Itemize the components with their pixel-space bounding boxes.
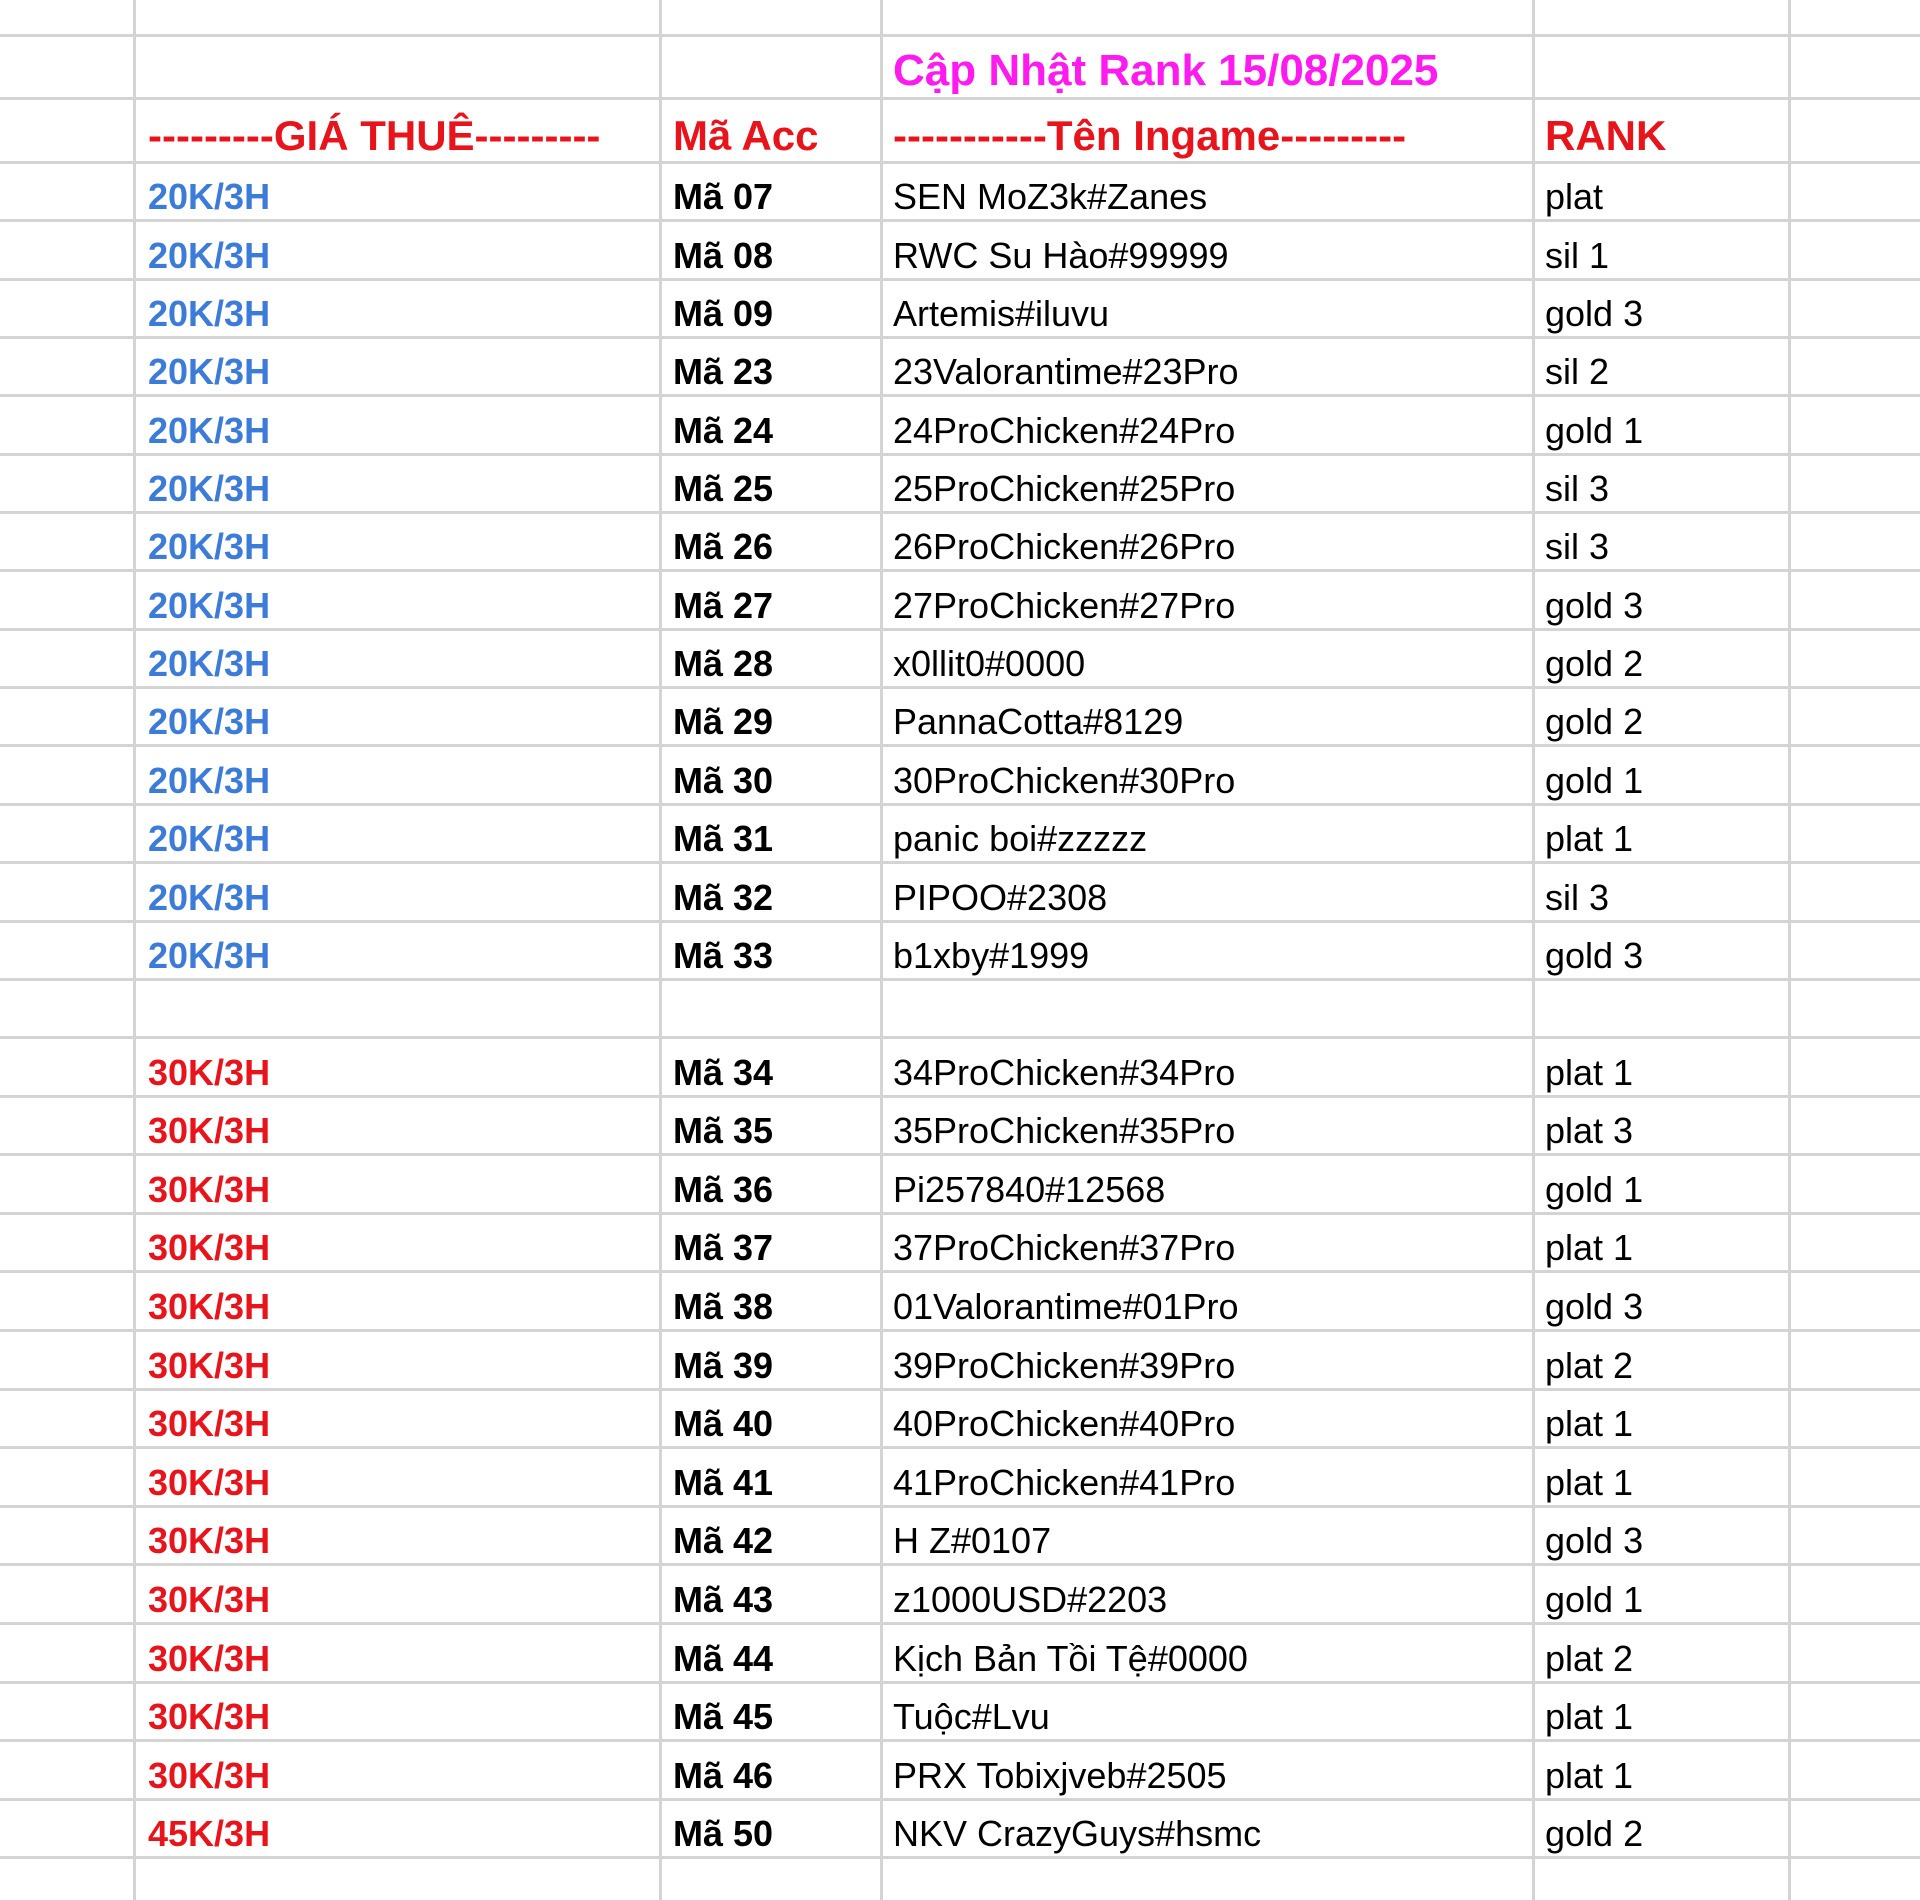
table-row [0, 631, 1920, 689]
ingame-name-cell: 41ProChicken#41Pro [893, 1461, 1236, 1503]
ingame-name-cell: PannaCotta#8129 [893, 701, 1184, 743]
ingame-name-cell: z1000USD#2203 [893, 1578, 1168, 1620]
price-cell: 30K/3H [148, 1227, 271, 1269]
ingame-name-cell: 37ProChicken#37Pro [893, 1227, 1236, 1269]
table-row [0, 456, 1920, 514]
rank-cell: plat 1 [1545, 1754, 1634, 1796]
rank-cell: sil 1 [1545, 234, 1610, 276]
price-cell: 45K/3H [148, 1813, 271, 1855]
table-row [0, 1684, 1920, 1743]
ingame-name-cell: 24ProChicken#24Pro [893, 409, 1236, 451]
ingame-name-cell: 30ProChicken#30Pro [893, 759, 1236, 801]
rank-cell: plat 1 [1545, 1051, 1634, 1093]
price-cell: 20K/3H [148, 584, 271, 626]
ingame-name-cell: Kịch Bản Tồi Tệ#0000 [893, 1637, 1248, 1679]
code-cell: Mã 30 [673, 759, 774, 801]
table-row [0, 222, 1920, 280]
code-cell: Mã 43 [673, 1578, 774, 1620]
price-cell: 20K/3H [148, 351, 271, 393]
ingame-name-cell: 34ProChicken#34Pro [893, 1051, 1236, 1093]
ingame-name-cell: SEN MoZ3k#Zanes [893, 176, 1208, 218]
rank-cell: plat [1545, 176, 1604, 218]
rank-cell: plat 1 [1545, 1403, 1634, 1445]
table-row [0, 1215, 1920, 1274]
table-row [0, 748, 1920, 806]
ingame-name-cell: Pi257840#12568 [893, 1168, 1166, 1210]
code-cell: Mã 24 [673, 409, 774, 451]
table-row [0, 164, 1920, 222]
price-cell: 20K/3H [148, 234, 271, 276]
ingame-name-cell: Artemis#iluvu [893, 293, 1110, 335]
table-row [0, 1039, 1920, 1098]
rank-cell: sil 3 [1545, 468, 1610, 510]
ingame-name-cell: 23Valorantime#23Pro [893, 351, 1239, 393]
ingame-name-cell: 40ProChicken#40Pro [893, 1403, 1236, 1445]
table-row [0, 339, 1920, 397]
rank-cell: plat 3 [1545, 1110, 1634, 1152]
table-row [0, 572, 1920, 630]
table-row [0, 1625, 1920, 1684]
ingame-name-cell: x0llit0#0000 [893, 643, 1086, 685]
price-cell: 20K/3H [148, 759, 271, 801]
rank-cell: gold 1 [1545, 409, 1644, 451]
code-cell: Mã 33 [673, 934, 774, 976]
code-cell: Mã 25 [673, 468, 774, 510]
rank-cell: gold 2 [1545, 643, 1644, 685]
header-price: ---------GIÁ THUÊ--------- [148, 112, 601, 159]
header-rank: RANK [1545, 112, 1667, 159]
table-row [0, 1156, 1920, 1215]
ingame-name-cell: NKV CrazyGuys#hsmc [893, 1813, 1262, 1855]
price-cell: 30K/3H [148, 1637, 271, 1679]
code-cell: Mã 26 [673, 526, 774, 568]
price-cell: 30K/3H [148, 1285, 271, 1327]
table-row [0, 397, 1920, 455]
header-name: -----------Tên Ingame--------- [893, 112, 1407, 159]
price-cell: 20K/3H [148, 526, 271, 568]
price-cell: 20K/3H [148, 409, 271, 451]
table-row [0, 514, 1920, 572]
code-cell: Mã 39 [673, 1344, 774, 1386]
code-cell: Mã 28 [673, 643, 774, 685]
ingame-name-cell: 26ProChicken#26Pro [893, 526, 1236, 568]
ingame-name-cell: 27ProChicken#27Pro [893, 584, 1236, 626]
code-cell: Mã 37 [673, 1227, 774, 1269]
price-cell: 30K/3H [148, 1403, 271, 1445]
rank-cell: gold 3 [1545, 584, 1644, 626]
code-cell: Mã 29 [673, 701, 774, 743]
price-cell: 20K/3H [148, 643, 271, 685]
table-row-empty [0, 0, 1920, 37]
ingame-name-cell: Tuộc#Lvu [893, 1696, 1050, 1738]
rank-cell: gold 2 [1545, 1813, 1644, 1855]
price-cell: 30K/3H [148, 1578, 271, 1620]
ingame-name-cell: 35ProChicken#35Pro [893, 1110, 1236, 1152]
header-row [0, 100, 1920, 164]
table-row [0, 689, 1920, 747]
rank-cell: sil 3 [1545, 876, 1610, 918]
price-cell: 30K/3H [148, 1110, 271, 1152]
ingame-name-cell: PIPOO#2308 [893, 876, 1108, 918]
rank-cell: plat 1 [1545, 818, 1634, 860]
update-title: Cập Nhật Rank 15/08/2025 [893, 46, 1439, 95]
table-row-empty [0, 981, 1920, 1039]
price-cell: 20K/3H [148, 468, 271, 510]
price-cell: 20K/3H [148, 934, 271, 976]
code-cell: Mã 32 [673, 876, 774, 918]
price-cell: 20K/3H [148, 176, 271, 218]
price-cell: 30K/3H [148, 1168, 271, 1210]
title-row [0, 37, 1920, 100]
rank-cell: gold 3 [1545, 1520, 1644, 1562]
ingame-name-cell: 39ProChicken#39Pro [893, 1344, 1236, 1386]
price-cell: 20K/3H [148, 701, 271, 743]
price-cell: 20K/3H [148, 818, 271, 860]
rank-cell: sil 2 [1545, 351, 1610, 393]
table-row [0, 1742, 1920, 1801]
table-row [0, 923, 1920, 981]
code-cell: Mã 08 [673, 234, 774, 276]
ingame-name-cell: RWC Su Hào#99999 [893, 234, 1229, 276]
table-row [0, 864, 1920, 922]
ingame-name-cell: b1xby#1999 [893, 934, 1090, 976]
table-row [0, 1566, 1920, 1625]
price-cell: 20K/3H [148, 293, 271, 335]
price-cell: 30K/3H [148, 1051, 271, 1093]
table-row [0, 1508, 1920, 1567]
code-cell: Mã 42 [673, 1520, 774, 1562]
rank-cell: gold 3 [1545, 293, 1644, 335]
rank-cell: gold 3 [1545, 1285, 1644, 1327]
code-cell: Mã 27 [673, 584, 774, 626]
code-cell: Mã 45 [673, 1696, 774, 1738]
rank-cell: gold 1 [1545, 759, 1644, 801]
rank-cell: plat 1 [1545, 1227, 1634, 1269]
code-cell: Mã 38 [673, 1285, 774, 1327]
table-row [0, 806, 1920, 864]
rank-cell: gold 1 [1545, 1578, 1644, 1620]
price-cell: 30K/3H [148, 1754, 271, 1796]
code-cell: Mã 44 [673, 1637, 774, 1679]
table-row [0, 1273, 1920, 1332]
table-row [0, 1391, 1920, 1450]
ingame-name-cell: panic boi#zzzzz [893, 818, 1148, 860]
table-row [0, 1098, 1920, 1157]
rank-cell: plat 2 [1545, 1637, 1634, 1679]
code-cell: Mã 23 [673, 351, 774, 393]
code-cell: Mã 35 [673, 1110, 774, 1152]
price-cell: 20K/3H [148, 876, 271, 918]
ingame-name-cell: 01Valorantime#01Pro [893, 1285, 1239, 1327]
code-cell: Mã 50 [673, 1813, 774, 1855]
table-row [0, 1332, 1920, 1391]
table-row [0, 281, 1920, 339]
rank-cell: gold 1 [1545, 1168, 1644, 1210]
price-cell: 30K/3H [148, 1344, 271, 1386]
code-cell: Mã 36 [673, 1168, 774, 1210]
price-cell: 30K/3H [148, 1520, 271, 1562]
rank-cell: plat 1 [1545, 1461, 1634, 1503]
rank-cell: gold 3 [1545, 934, 1644, 976]
ingame-name-cell: 25ProChicken#25Pro [893, 468, 1236, 510]
code-cell: Mã 34 [673, 1051, 774, 1093]
code-cell: Mã 31 [673, 818, 774, 860]
ingame-name-cell: PRX Tobixjveb#2505 [893, 1754, 1227, 1796]
price-cell: 30K/3H [148, 1461, 271, 1503]
rank-cell: plat 2 [1545, 1344, 1634, 1386]
code-cell: Mã 09 [673, 293, 774, 335]
code-cell: Mã 41 [673, 1461, 774, 1503]
header-code: Mã Acc [673, 112, 819, 159]
code-cell: Mã 07 [673, 176, 774, 218]
table-row [0, 1449, 1920, 1508]
ingame-name-cell: H Z#0107 [893, 1520, 1052, 1562]
table-row [0, 1801, 1920, 1860]
code-cell: Mã 40 [673, 1403, 774, 1445]
price-cell: 30K/3H [148, 1696, 271, 1738]
code-cell: Mã 46 [673, 1754, 774, 1796]
rank-cell: sil 3 [1545, 526, 1610, 568]
rank-cell: gold 2 [1545, 701, 1644, 743]
rank-cell: plat 1 [1545, 1696, 1634, 1738]
